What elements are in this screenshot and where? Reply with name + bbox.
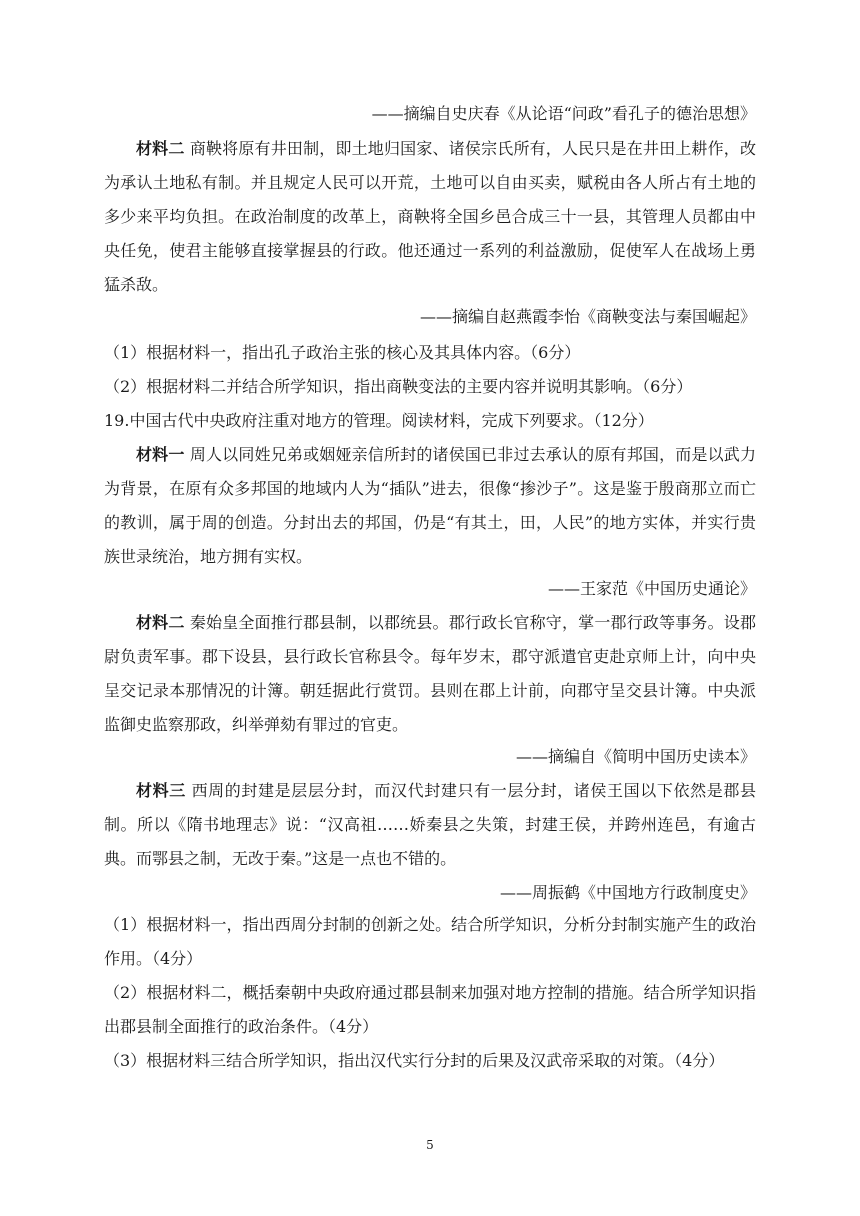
source-citation: ——王家范《中国历史通论》 xyxy=(547,579,756,598)
source-citation: ——摘编自赵燕霞李怡《商鞅变法与秦国崛起》 xyxy=(419,307,756,326)
q19-material-three xyxy=(104,774,756,876)
q19-questions xyxy=(104,908,756,1078)
source-citation-top: ——摘编自史庆春《从论语“问政”看孔子的德治思想》 xyxy=(371,104,756,123)
q18-material-two xyxy=(104,132,756,302)
material-label: 材料二 xyxy=(136,139,185,158)
material-text: 商鞅将原有井田制，即土地归国家、诸侯宗氏所有，人民只是在井田上耕作，改为承认土地私有制。并且规定人民可以开荒，土地可以自由买卖，赋税由各人所占有土地的多少来平均负担。在政治制度的改革上，商鞅将全国乡邑合成三十一县，其管理人员都由中央任免，使君主能够直接掌握县的行政。他还通过一系列的利益激励，促使军人在战场上勇猛杀敌。 xyxy=(104,139,756,294)
q18-questions xyxy=(104,336,756,438)
source-citation: ——周振鹤《中国地方行政制度史》 xyxy=(499,883,756,902)
q19-material-one xyxy=(104,438,756,574)
material-text: 周人以同姓兄弟或姻娅亲信所封的诸侯国已非过去承认的原有邦国，而是以武力为背景，在原有众多邦国的地域内人为“插队”进去，很像“掺沙子”。这是鉴于殷商那立而亡的教训，属于周的创造。分封出去的邦国，仍是“有其土，田，人民”的地方实体，并实行贵族世录统治，地方拥有实权。 xyxy=(104,445,756,566)
question-19-stem: 19.中国古代中央政府注重对地方的管理。阅读材料，完成下列要求。（12分） xyxy=(104,411,654,430)
sub-question-3: （3）根据材料三结合所学知识，指出汉代实行分封的后果及汉武帝采取的对策。（4分） xyxy=(104,1051,725,1070)
q19-material-two xyxy=(104,606,756,742)
material-label: 材料二 xyxy=(136,613,185,632)
sub-question-2: （2）根据材料二，概括秦朝中央政府通过郡县制来加强对地方控制的措施。结合所学知识指出郡县制全面推行的政治条件。（4分） xyxy=(104,983,756,1036)
sub-question-2: （2）根据材料二并结合所学知识，指出商鞅变法的主要内容并说明其影响。（6分） xyxy=(104,377,693,396)
material-text: 秦始皇全面推行郡县制，以郡统县。郡行政长官称守，掌一郡行政等事务。设郡尉负责军事。郡下设县，县行政长官称县令。每年岁末，郡守派遣官吏赴京师上计，向中央呈交记录本那情况的计簿。朝廷据此行赏罚。县则在郡上计前，向郡守呈交县计簿。中央派监御史监察那政，纠举弹劾有罪过的官吏。 xyxy=(104,613,756,734)
page-number: 5 xyxy=(426,1138,434,1152)
material-label: 材料一 xyxy=(136,445,185,464)
material-label: 材料三 xyxy=(136,781,186,800)
material-text: 西周的封建是层层分封，而汉代封建只有一层分封，诸侯王国以下依然是郡县制。所以《隋书地理志》说：“汉高祖……娇秦县之失策，封建王侯，并跨州连邑，有逾古典。而鄂县之制，无改于秦。”这是一点也不错的。 xyxy=(104,781,756,868)
sub-question-1: （1）根据材料一，指出西周分封制的创新之处。结合所学知识，分析分封制实施产生的政治作用。（4分） xyxy=(104,915,756,968)
source-citation: ——摘编自《简明中国历史读本》 xyxy=(515,747,756,766)
sub-question-1: （1）根据材料一，指出孔子政治主张的核心及其具体内容。（6分） xyxy=(104,343,581,362)
